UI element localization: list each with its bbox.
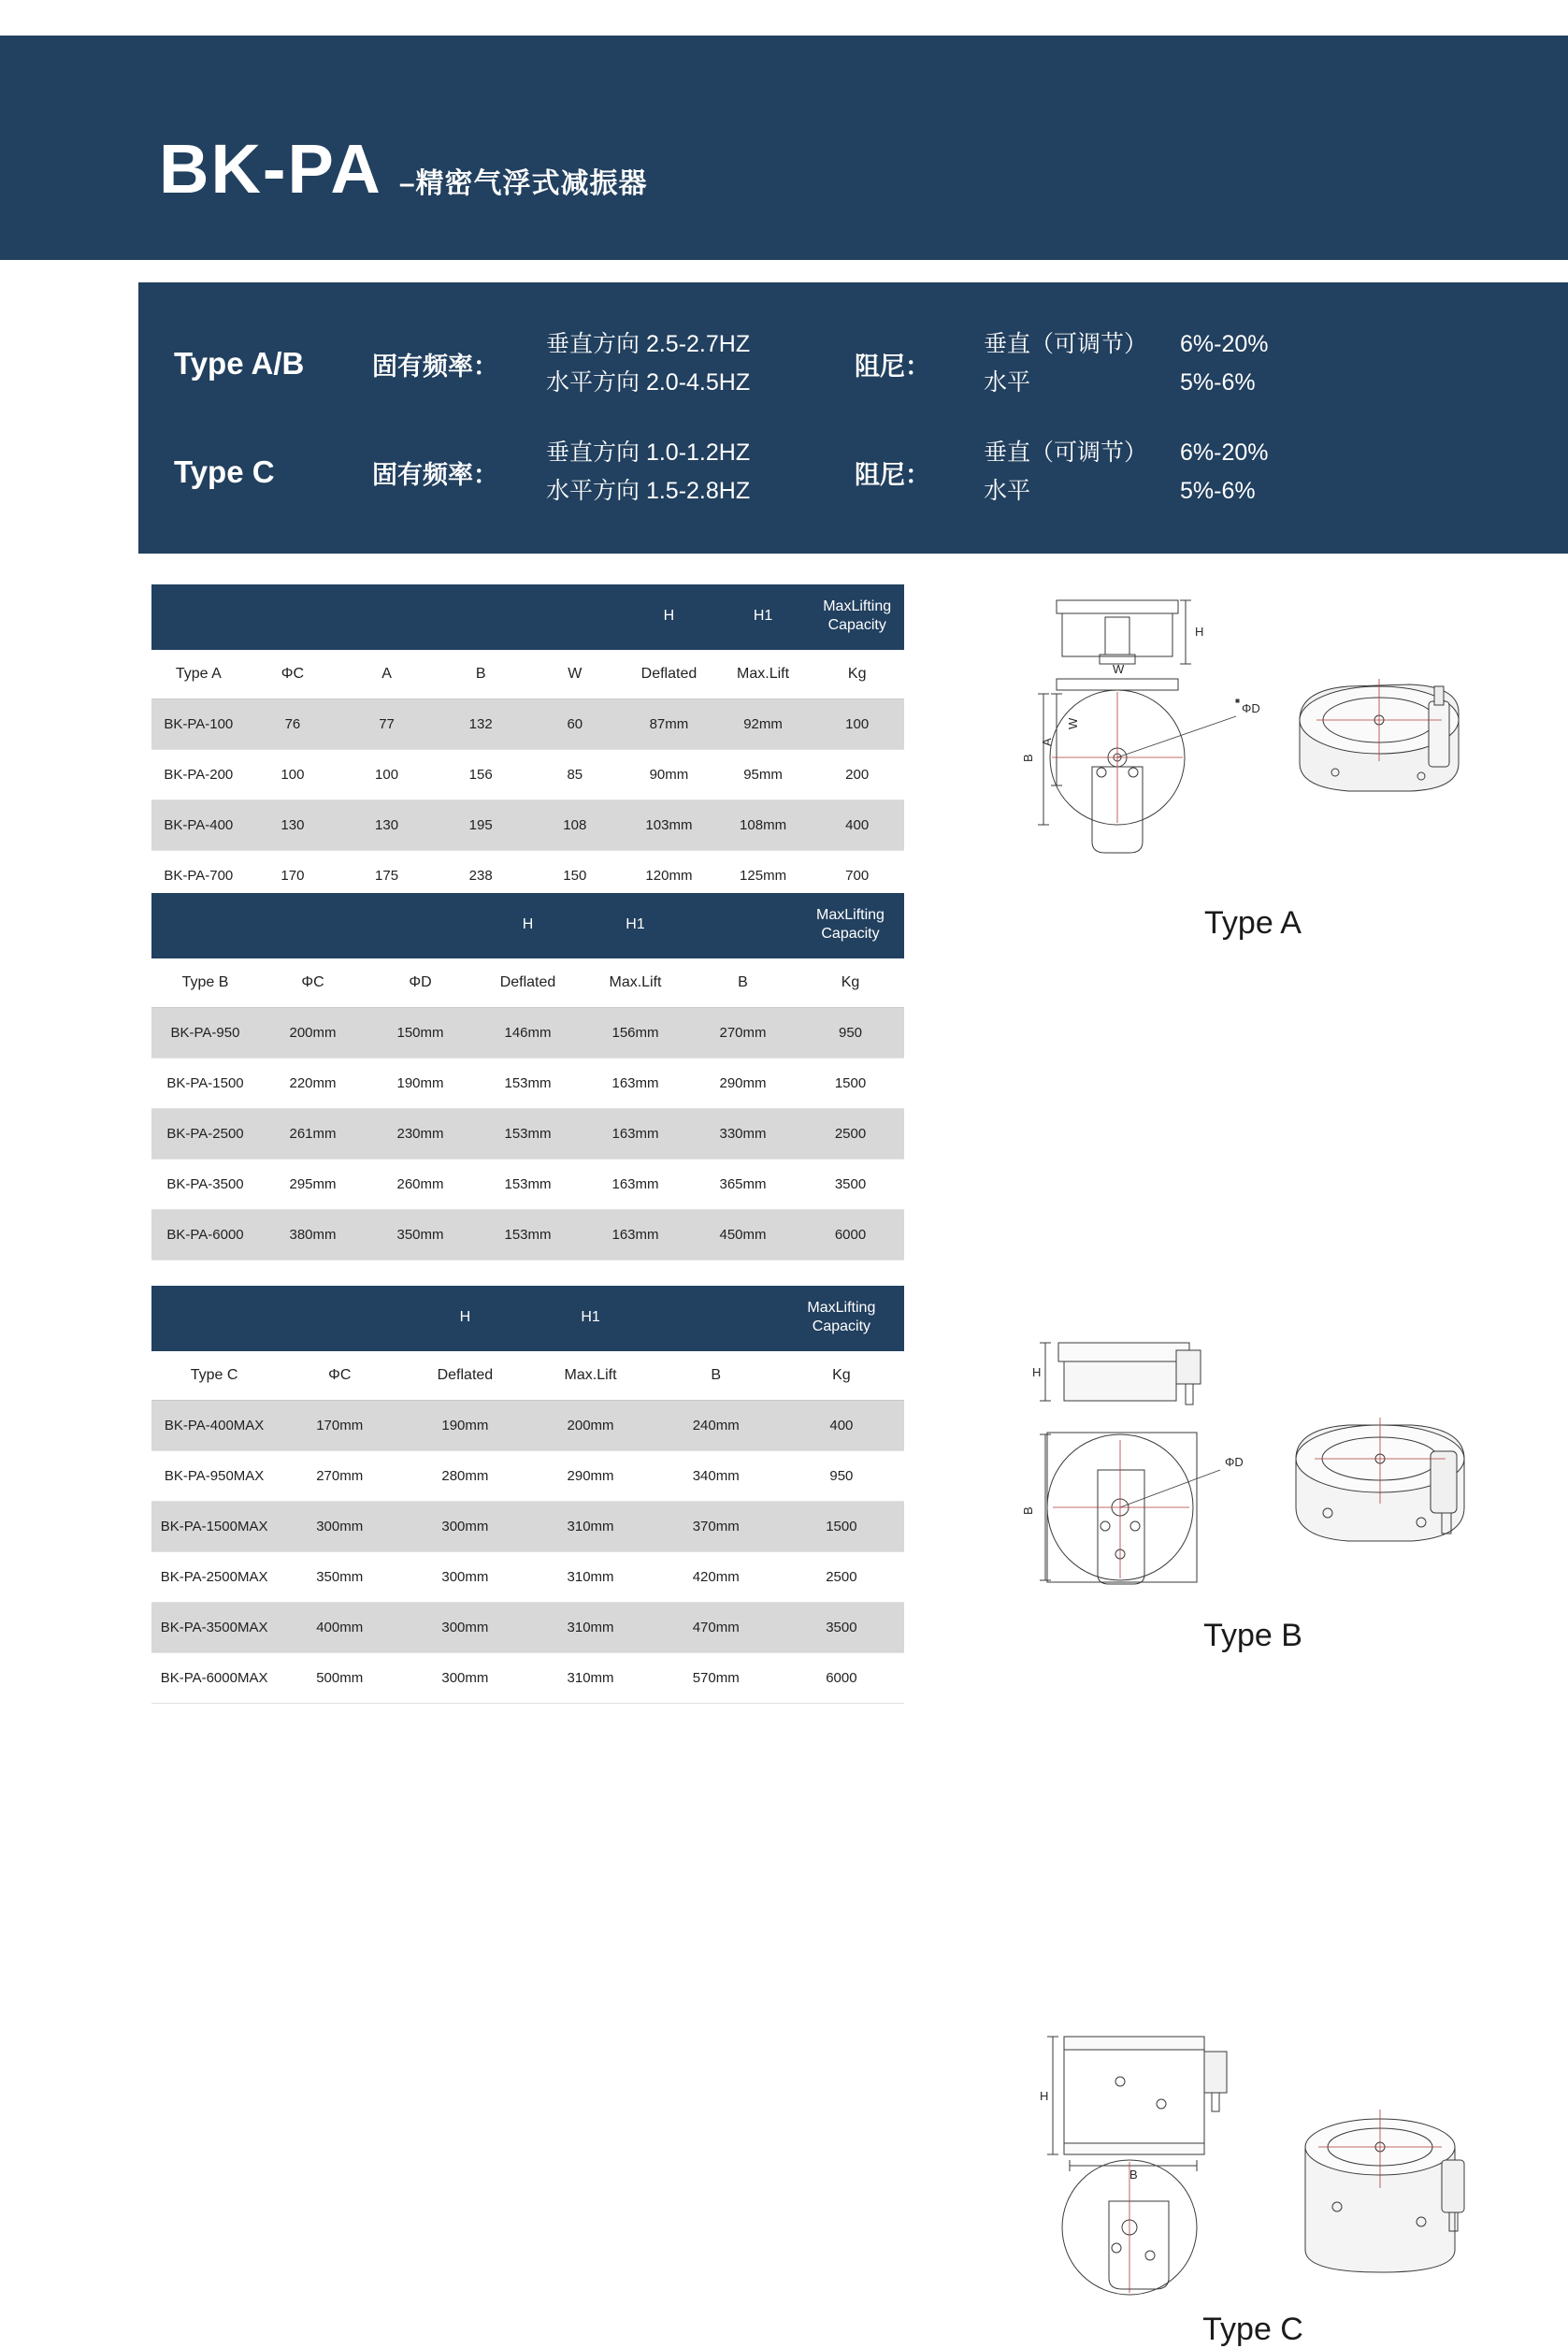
spec-damping-horizontal-key: 水平 <box>984 478 1031 504</box>
table-cell: 261mm <box>259 1109 367 1160</box>
table-cell: 200 <box>810 750 904 800</box>
group-header-cell <box>151 1286 402 1351</box>
table-cell: 156 <box>434 750 528 800</box>
spec-frequency-horizontal: 水平方向 2.0-4.5HZ <box>546 369 751 396</box>
spec-frequency-horizontal: 水平方向 1.5-2.8HZ <box>546 478 751 504</box>
svg-text:H: H <box>1195 625 1204 639</box>
table-cell: 310mm <box>527 1552 653 1603</box>
svg-text:ΦD: ΦD <box>1225 1455 1244 1469</box>
table-cell: BK-PA-400 <box>151 800 246 851</box>
table-cell: 170 <box>246 851 340 901</box>
table-cell: 90mm <box>622 750 716 800</box>
type-b-drawing <box>1019 1330 1487 1610</box>
table-type-c <box>151 1286 904 1704</box>
table-header-row <box>151 893 904 958</box>
table-header-row <box>151 584 904 650</box>
header-band <box>0 36 1568 260</box>
table-cell: 230mm <box>367 1109 474 1160</box>
table-row <box>151 1008 904 1059</box>
group-header-cell <box>151 584 622 650</box>
column-header-cell: Type C <box>151 1351 277 1401</box>
column-header-cell: Deflated <box>622 650 716 699</box>
spec-damping-vertical-value: 6%-20% <box>1180 330 1269 357</box>
svg-text:W: W <box>1066 717 1080 729</box>
table-cell: 310mm <box>527 1603 653 1653</box>
table-cell: 295mm <box>259 1160 367 1210</box>
table-body <box>151 699 904 901</box>
table-cell: 150 <box>528 851 623 901</box>
figure-type-c <box>1010 2024 1496 2348</box>
spec-frequency-vertical: 垂直方向 2.5-2.7HZ <box>546 330 751 357</box>
table-cell: 153mm <box>474 1160 582 1210</box>
table-cell: BK-PA-700 <box>151 851 246 901</box>
table-cell: 280mm <box>402 1451 527 1502</box>
table-row <box>151 1552 904 1603</box>
table-cell: BK-PA-1500 <box>151 1059 259 1109</box>
table-column-header <box>151 650 904 699</box>
table-cell: 290mm <box>527 1451 653 1502</box>
column-header-cell: Max.Lift <box>582 958 689 1008</box>
table-cell: 146mm <box>474 1008 582 1059</box>
page-subtitle: –精密气浮式减振器 <box>398 168 648 199</box>
table-row <box>151 800 904 851</box>
table-cell: 132 <box>434 699 528 750</box>
table-cell: 330mm <box>689 1109 797 1160</box>
spec-damping-horizontal <box>984 364 1269 402</box>
spec-damping-vertical <box>984 434 1269 472</box>
table-type-b <box>151 893 904 1260</box>
table-group-header <box>151 584 904 650</box>
spec-damping-horizontal-key: 水平 <box>984 369 1031 396</box>
figure-caption: Type B <box>1203 1618 1302 1653</box>
table-body <box>151 1401 904 1704</box>
spec-frequency-values <box>546 325 855 403</box>
spec-damping-label: 阻尼： <box>855 460 930 489</box>
column-header-cell: ΦC <box>277 1351 402 1401</box>
table-cell: 163mm <box>582 1109 689 1160</box>
table-cell: 85 <box>528 750 623 800</box>
table-cell: 125mm <box>716 851 811 901</box>
column-header-cell: Type B <box>151 958 259 1008</box>
column-header-cell: B <box>654 1351 779 1401</box>
spec-type-label: Type C <box>174 454 275 489</box>
table-row <box>151 1059 904 1109</box>
table-cell: 240mm <box>654 1401 779 1451</box>
table-cell: 163mm <box>582 1210 689 1260</box>
table-cell: 3500 <box>797 1160 904 1210</box>
table-cell: BK-PA-100 <box>151 699 246 750</box>
table-cell: 130 <box>246 800 340 851</box>
table-cell: 108mm <box>716 800 811 851</box>
svg-text:B: B <box>1021 754 1035 762</box>
spec-damping-horizontal-value: 5%-6% <box>1180 369 1256 396</box>
table-cell: 2500 <box>779 1552 904 1603</box>
group-header-cell: MaxLifting Capacity <box>810 584 904 650</box>
table-cell: 340mm <box>654 1451 779 1502</box>
table-cell: 87mm <box>622 699 716 750</box>
table-cell: BK-PA-950MAX <box>151 1451 277 1502</box>
spec-damping-vertical-value: 6%-20% <box>1180 439 1269 466</box>
table-cell: 300mm <box>402 1653 527 1704</box>
svg-text:H: H <box>1040 2089 1049 2103</box>
figure-type-b <box>1010 1330 1496 1654</box>
table-cell: 570mm <box>654 1653 779 1704</box>
column-header-cell: ΦC <box>246 650 340 699</box>
table-cell: 103mm <box>622 800 716 851</box>
svg-text:W: W <box>1113 662 1125 676</box>
table-cell: BK-PA-2500MAX <box>151 1552 277 1603</box>
table-body <box>151 1008 904 1260</box>
table-cell: 6000 <box>779 1653 904 1704</box>
table-cell: BK-PA-6000MAX <box>151 1653 277 1704</box>
table-cell: 238 <box>434 851 528 901</box>
table-cell: 170mm <box>277 1401 402 1451</box>
table-cell: 950 <box>797 1008 904 1059</box>
spec-row-c <box>138 421 1269 524</box>
type-a-drawing <box>1019 589 1487 898</box>
table-header-row <box>151 1286 904 1351</box>
column-header-cell: ΦC <box>259 958 367 1008</box>
group-header-cell: H1 <box>527 1286 653 1351</box>
column-header-cell: Deflated <box>402 1351 527 1401</box>
table-cell: 365mm <box>689 1160 797 1210</box>
table-cell: 450mm <box>689 1210 797 1260</box>
column-header-cell: B <box>434 650 528 699</box>
table-row <box>151 1502 904 1552</box>
column-header-cell: Deflated <box>474 958 582 1008</box>
table-row <box>151 750 904 800</box>
table-row <box>151 699 904 750</box>
table-cell: 300mm <box>402 1552 527 1603</box>
table-column-header <box>151 958 904 1008</box>
header-title-group <box>159 129 648 209</box>
table-cell: 2500 <box>797 1109 904 1160</box>
table-cell: 95mm <box>716 750 811 800</box>
table-cell: 153mm <box>474 1109 582 1160</box>
svg-text:ΦD: ΦD <box>1242 701 1260 715</box>
table-cell: BK-PA-2500 <box>151 1109 259 1160</box>
table-cell: 120mm <box>622 851 716 901</box>
table-cell: 6000 <box>797 1210 904 1260</box>
table-cell: 470mm <box>654 1603 779 1653</box>
spec-type-label: Type A/B <box>174 346 305 381</box>
group-header-cell: MaxLifting Capacity <box>779 1286 904 1351</box>
table-cell: 163mm <box>582 1160 689 1210</box>
group-header-cell: H1 <box>716 584 811 650</box>
table-group-header <box>151 893 904 958</box>
column-header-cell: Kg <box>797 958 904 1008</box>
table-row <box>151 1653 904 1704</box>
table-row <box>151 1603 904 1653</box>
svg-text:B: B <box>1021 1506 1035 1515</box>
table-header-row <box>151 650 904 699</box>
table-cell: 195 <box>434 800 528 851</box>
group-header-cell: H <box>622 584 716 650</box>
spec-panel <box>138 282 1568 554</box>
figure-type-a <box>1010 589 1496 942</box>
spec-damping-vertical-key: 垂直（可调节） <box>984 439 1148 466</box>
group-header-cell: MaxLifting Capacity <box>797 893 904 958</box>
table-cell: BK-PA-3500MAX <box>151 1603 277 1653</box>
table-header-row <box>151 1351 904 1401</box>
table-cell: 420mm <box>654 1552 779 1603</box>
table-cell: 1500 <box>779 1502 904 1552</box>
svg-text:H: H <box>1032 1365 1042 1379</box>
table-cell: 200mm <box>527 1401 653 1451</box>
table-group-header <box>151 1286 904 1351</box>
table-cell: BK-PA-6000 <box>151 1210 259 1260</box>
table-type-a <box>151 584 904 901</box>
spec-damping-vertical-key: 垂直（可调节） <box>984 330 1148 357</box>
table-cell: BK-PA-950 <box>151 1008 259 1059</box>
table-cell: 310mm <box>527 1653 653 1704</box>
spec-frequency-label: 固有频率： <box>372 352 498 381</box>
table-cell: 3500 <box>779 1603 904 1653</box>
column-header-cell: Kg <box>779 1351 904 1401</box>
table-cell: 190mm <box>367 1059 474 1109</box>
spec-damping-values <box>984 434 1269 511</box>
table-cell: 92mm <box>716 699 811 750</box>
spec-row-ab <box>138 312 1269 415</box>
spec-table <box>151 893 904 1260</box>
column-header-cell: Max.Lift <box>716 650 811 699</box>
table-cell: 370mm <box>654 1502 779 1552</box>
table-cell: 220mm <box>259 1059 367 1109</box>
table-cell: 350mm <box>277 1552 402 1603</box>
table-cell: 153mm <box>474 1210 582 1260</box>
table-cell: 260mm <box>367 1160 474 1210</box>
table-cell: 163mm <box>582 1059 689 1109</box>
table-row <box>151 1160 904 1210</box>
column-header-cell: B <box>689 958 797 1008</box>
table-cell: 270mm <box>277 1451 402 1502</box>
group-header-cell: H <box>474 893 582 958</box>
table-cell: 100 <box>246 750 340 800</box>
group-header-cell <box>654 1286 779 1351</box>
table-row <box>151 1109 904 1160</box>
table-cell: 400 <box>779 1401 904 1451</box>
spec-frequency-values <box>546 434 855 511</box>
table-cell: 100 <box>339 750 434 800</box>
table-cell: 380mm <box>259 1210 367 1260</box>
column-header-cell: A <box>339 650 434 699</box>
spec-table <box>151 584 904 901</box>
table-cell: 500mm <box>277 1653 402 1704</box>
table-cell: 1500 <box>797 1059 904 1109</box>
spec-damping-horizontal <box>984 472 1269 511</box>
table-cell: 153mm <box>474 1059 582 1109</box>
group-header-cell: H <box>402 1286 527 1351</box>
table-cell: 400mm <box>277 1603 402 1653</box>
table-header-row <box>151 958 904 1008</box>
table-cell: 77 <box>339 699 434 750</box>
table-cell: BK-PA-400MAX <box>151 1401 277 1451</box>
column-header-cell: W <box>528 650 623 699</box>
table-cell: 300mm <box>277 1502 402 1552</box>
table-cell: BK-PA-1500MAX <box>151 1502 277 1552</box>
table-cell: 310mm <box>527 1502 653 1552</box>
figure-caption: Type C <box>1202 2312 1303 2347</box>
figure-caption: Type A <box>1204 905 1302 941</box>
column-header-cell: ΦD <box>367 958 474 1008</box>
group-header-cell: H1 <box>582 893 689 958</box>
spec-frequency-label: 固有频率： <box>372 460 498 489</box>
table-cell: 190mm <box>402 1401 527 1451</box>
table-cell: 60 <box>528 699 623 750</box>
table-row <box>151 1451 904 1502</box>
table-cell: 200mm <box>259 1008 367 1059</box>
table-cell: BK-PA-3500 <box>151 1160 259 1210</box>
spec-damping-vertical <box>984 325 1269 364</box>
spec-damping-values <box>984 325 1269 403</box>
table-cell: 290mm <box>689 1059 797 1109</box>
svg-text:A: A <box>1040 738 1054 746</box>
type-c-drawing <box>1019 2024 1487 2304</box>
group-header-cell <box>151 893 474 958</box>
table-cell: 108 <box>528 800 623 851</box>
svg-text:B: B <box>1129 2168 1138 2182</box>
table-cell: 130 <box>339 800 434 851</box>
spec-table <box>151 1286 904 1704</box>
table-cell: 950 <box>779 1451 904 1502</box>
table-cell: 156mm <box>582 1008 689 1059</box>
page-title: BK-PA <box>159 130 382 208</box>
column-header-cell: Max.Lift <box>527 1351 653 1401</box>
table-cell: 700 <box>810 851 904 901</box>
table-cell: 400 <box>810 800 904 851</box>
table-row <box>151 1210 904 1260</box>
table-cell: 76 <box>246 699 340 750</box>
column-header-cell: Type A <box>151 650 246 699</box>
table-cell: 270mm <box>689 1008 797 1059</box>
spec-damping-label: 阻尼： <box>855 352 930 381</box>
table-cell: 100 <box>810 699 904 750</box>
table-cell: 300mm <box>402 1502 527 1552</box>
column-header-cell: Kg <box>810 650 904 699</box>
spec-frequency-vertical: 垂直方向 1.0-1.2HZ <box>546 439 751 466</box>
table-column-header <box>151 1351 904 1401</box>
table-cell: BK-PA-200 <box>151 750 246 800</box>
table-cell: 350mm <box>367 1210 474 1260</box>
spec-damping-horizontal-value: 5%-6% <box>1180 478 1256 504</box>
table-cell: 150mm <box>367 1008 474 1059</box>
table-row <box>151 1401 904 1451</box>
table-cell: 300mm <box>402 1603 527 1653</box>
table-cell: 175 <box>339 851 434 901</box>
group-header-cell <box>689 893 797 958</box>
